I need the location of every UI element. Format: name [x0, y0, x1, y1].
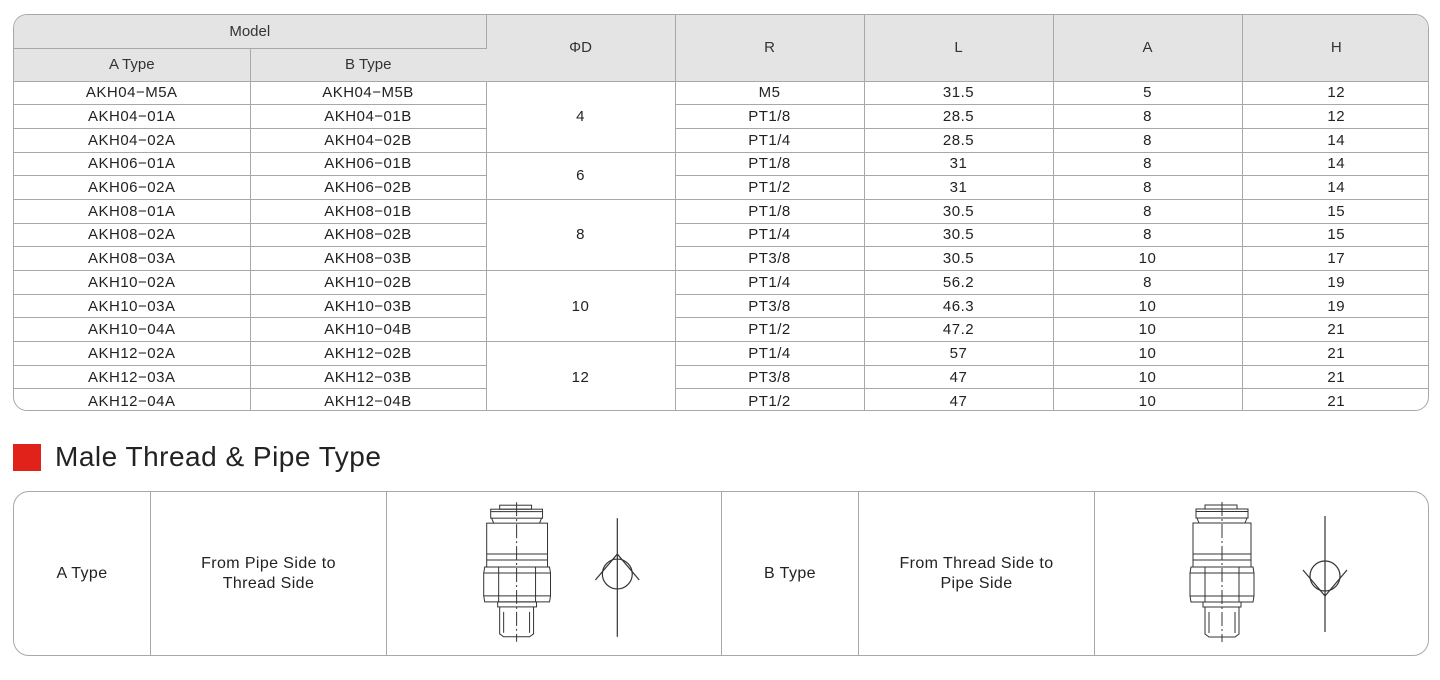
cell-a: 8	[1053, 199, 1242, 223]
cell-r: PT1/4	[675, 271, 864, 295]
cell-a: 10	[1053, 365, 1242, 389]
cell-diameter: 10	[486, 271, 675, 342]
cell-l: 28.5	[864, 128, 1053, 152]
table-row	[14, 389, 1429, 411]
table-row	[14, 247, 1429, 271]
header-a: A	[1053, 15, 1242, 81]
a-type-direction: From Pipe Side to Thread Side	[151, 492, 387, 655]
cell-a-type: AKH04−02A	[14, 128, 250, 152]
cell-l: 47	[864, 365, 1053, 389]
section-title: Male Thread & Pipe Type	[55, 441, 382, 472]
table-row	[14, 271, 1429, 295]
header-b-type: B Type	[250, 48, 486, 81]
cell-h: 21	[1327, 392, 1346, 410]
cell-h: 19	[1242, 271, 1429, 295]
cell-l: 47	[864, 389, 1053, 411]
cell-a-type: AKH10−02A	[14, 271, 250, 295]
cell-b-type: AKH12−04B	[250, 389, 486, 411]
cell-r: PT1/8	[675, 199, 864, 223]
cell-a-type: AKH10−04A	[14, 318, 250, 342]
b-type-label: B Type	[722, 492, 859, 655]
cell-h: 14	[1242, 176, 1429, 200]
cell-h: 21	[1242, 342, 1429, 366]
cell-l: 28.5	[864, 105, 1053, 129]
push-in-fitting-drawing-icon	[1095, 492, 1428, 655]
section-heading	[13, 441, 381, 473]
cell-l: 46.3	[864, 294, 1053, 318]
cell-b-type: AKH04−M5B	[250, 81, 486, 105]
cell-r: PT1/4	[675, 128, 864, 152]
b-type-direction: From Thread Side to Pipe Side	[859, 492, 1095, 655]
cell-a: 5	[1053, 81, 1242, 105]
header-model: Model	[14, 15, 486, 48]
cell-h: 17	[1242, 247, 1429, 271]
cell-a-type: AKH10−03A	[14, 294, 250, 318]
cell-b-type: AKH08−03B	[250, 247, 486, 271]
cell-diameter: 6	[486, 152, 675, 199]
cell-b-type: AKH08−02B	[250, 223, 486, 247]
cell-a-type: AKH08−01A	[14, 199, 250, 223]
cell-l: 31	[864, 176, 1053, 200]
table-row	[14, 223, 1429, 247]
cell-r: PT3/8	[675, 365, 864, 389]
cell-a: 8	[1053, 271, 1242, 295]
cell-b-type: AKH10−02B	[250, 271, 486, 295]
cell-r: PT1/8	[675, 105, 864, 129]
cell-a: 10	[1053, 294, 1242, 318]
cell-b-type: AKH10−03B	[250, 294, 486, 318]
cell-h: 14	[1242, 152, 1429, 176]
cell-h: 15	[1242, 199, 1429, 223]
cell-r: PT1/8	[675, 152, 864, 176]
cell-b-type: AKH04−01B	[250, 105, 486, 129]
table-row	[14, 342, 1429, 366]
cell-a: 10	[1053, 342, 1242, 366]
table-row	[14, 152, 1429, 176]
cell-r: PT1/4	[675, 223, 864, 247]
cell-l: 47.2	[864, 318, 1053, 342]
cell-diameter: 12	[486, 342, 675, 411]
cell-diameter: 8	[486, 199, 675, 270]
table-row	[14, 318, 1429, 342]
cell-b-type: AKH06−01B	[250, 152, 486, 176]
cell-a-type: AKH12−02A	[14, 342, 250, 366]
cell-diameter: 4	[486, 81, 675, 152]
cell-a-type: AKH08−02A	[14, 223, 250, 247]
a-type-label: A Type	[14, 492, 151, 655]
cell-a: 8	[1053, 105, 1242, 129]
cell-h: 19	[1242, 294, 1429, 318]
header-r: R	[675, 15, 864, 81]
cell-b-type: AKH08−01B	[250, 199, 486, 223]
cell-l: 31.5	[864, 81, 1053, 105]
cell-a-type: AKH08−03A	[14, 247, 250, 271]
cell-a-type: AKH12−03A	[14, 365, 250, 389]
cell-r: PT1/2	[675, 176, 864, 200]
cell-l: 30.5	[864, 247, 1053, 271]
cell-h: 14	[1242, 128, 1429, 152]
cell-r: PT1/4	[675, 342, 864, 366]
spec-table-body	[14, 81, 1429, 411]
header-l: L	[864, 15, 1053, 81]
spec-table-container	[13, 14, 1429, 411]
cell-r: PT1/2	[675, 389, 864, 411]
cell-a-type: AKH04−M5A	[14, 81, 250, 105]
table-row	[14, 294, 1429, 318]
table-row	[14, 128, 1429, 152]
b-type-drawing	[1095, 492, 1428, 655]
header-a-type: A Type	[14, 48, 250, 81]
cell-h: 15	[1242, 223, 1429, 247]
header-diameter: ΦD	[486, 15, 675, 81]
cell-l: 31	[864, 152, 1053, 176]
cell-b-type: AKH10−04B	[250, 318, 486, 342]
cell-r: PT1/2	[675, 318, 864, 342]
push-in-fitting-drawing-icon	[387, 492, 721, 655]
table-row	[14, 199, 1429, 223]
cell-r: PT3/8	[675, 247, 864, 271]
type-panel	[13, 491, 1429, 656]
cell-a-type: AKH06−01A	[14, 152, 250, 176]
cell-a: 10	[1053, 247, 1242, 271]
cell-r: M5	[675, 81, 864, 105]
cell-l: 57	[864, 342, 1053, 366]
spec-table	[14, 15, 1429, 411]
cell-l: 30.5	[864, 199, 1053, 223]
cell-b-type: AKH12−02B	[250, 342, 486, 366]
cell-l: 56.2	[864, 271, 1053, 295]
cell-h: 21	[1242, 318, 1429, 342]
cell-a: 8	[1053, 152, 1242, 176]
table-row	[14, 81, 1429, 105]
cell-b-type: AKH06−02B	[250, 176, 486, 200]
cell-a: 10	[1053, 389, 1242, 411]
header-h: H	[1242, 15, 1429, 81]
cell-a: 8	[1053, 176, 1242, 200]
section-marker	[13, 444, 41, 471]
cell-h: 21	[1242, 365, 1429, 389]
cell-l: 30.5	[864, 223, 1053, 247]
cell-a-type: AKH06−02A	[14, 176, 250, 200]
cell-a-type: AKH12−04A	[14, 389, 250, 411]
cell-a-type: AKH04−01A	[14, 105, 250, 129]
cell-a: 8	[1053, 223, 1242, 247]
cell-a: 10	[1053, 318, 1242, 342]
cell-h: 12	[1242, 81, 1429, 105]
a-type-drawing	[387, 492, 722, 655]
table-row	[14, 105, 1429, 129]
cell-r: PT3/8	[675, 294, 864, 318]
table-row	[14, 176, 1429, 200]
cell-b-type: AKH04−02B	[250, 128, 486, 152]
cell-h: 12	[1242, 105, 1429, 129]
cell-a: 8	[1053, 128, 1242, 152]
table-row	[14, 365, 1429, 389]
cell-b-type: AKH12−03B	[250, 365, 486, 389]
